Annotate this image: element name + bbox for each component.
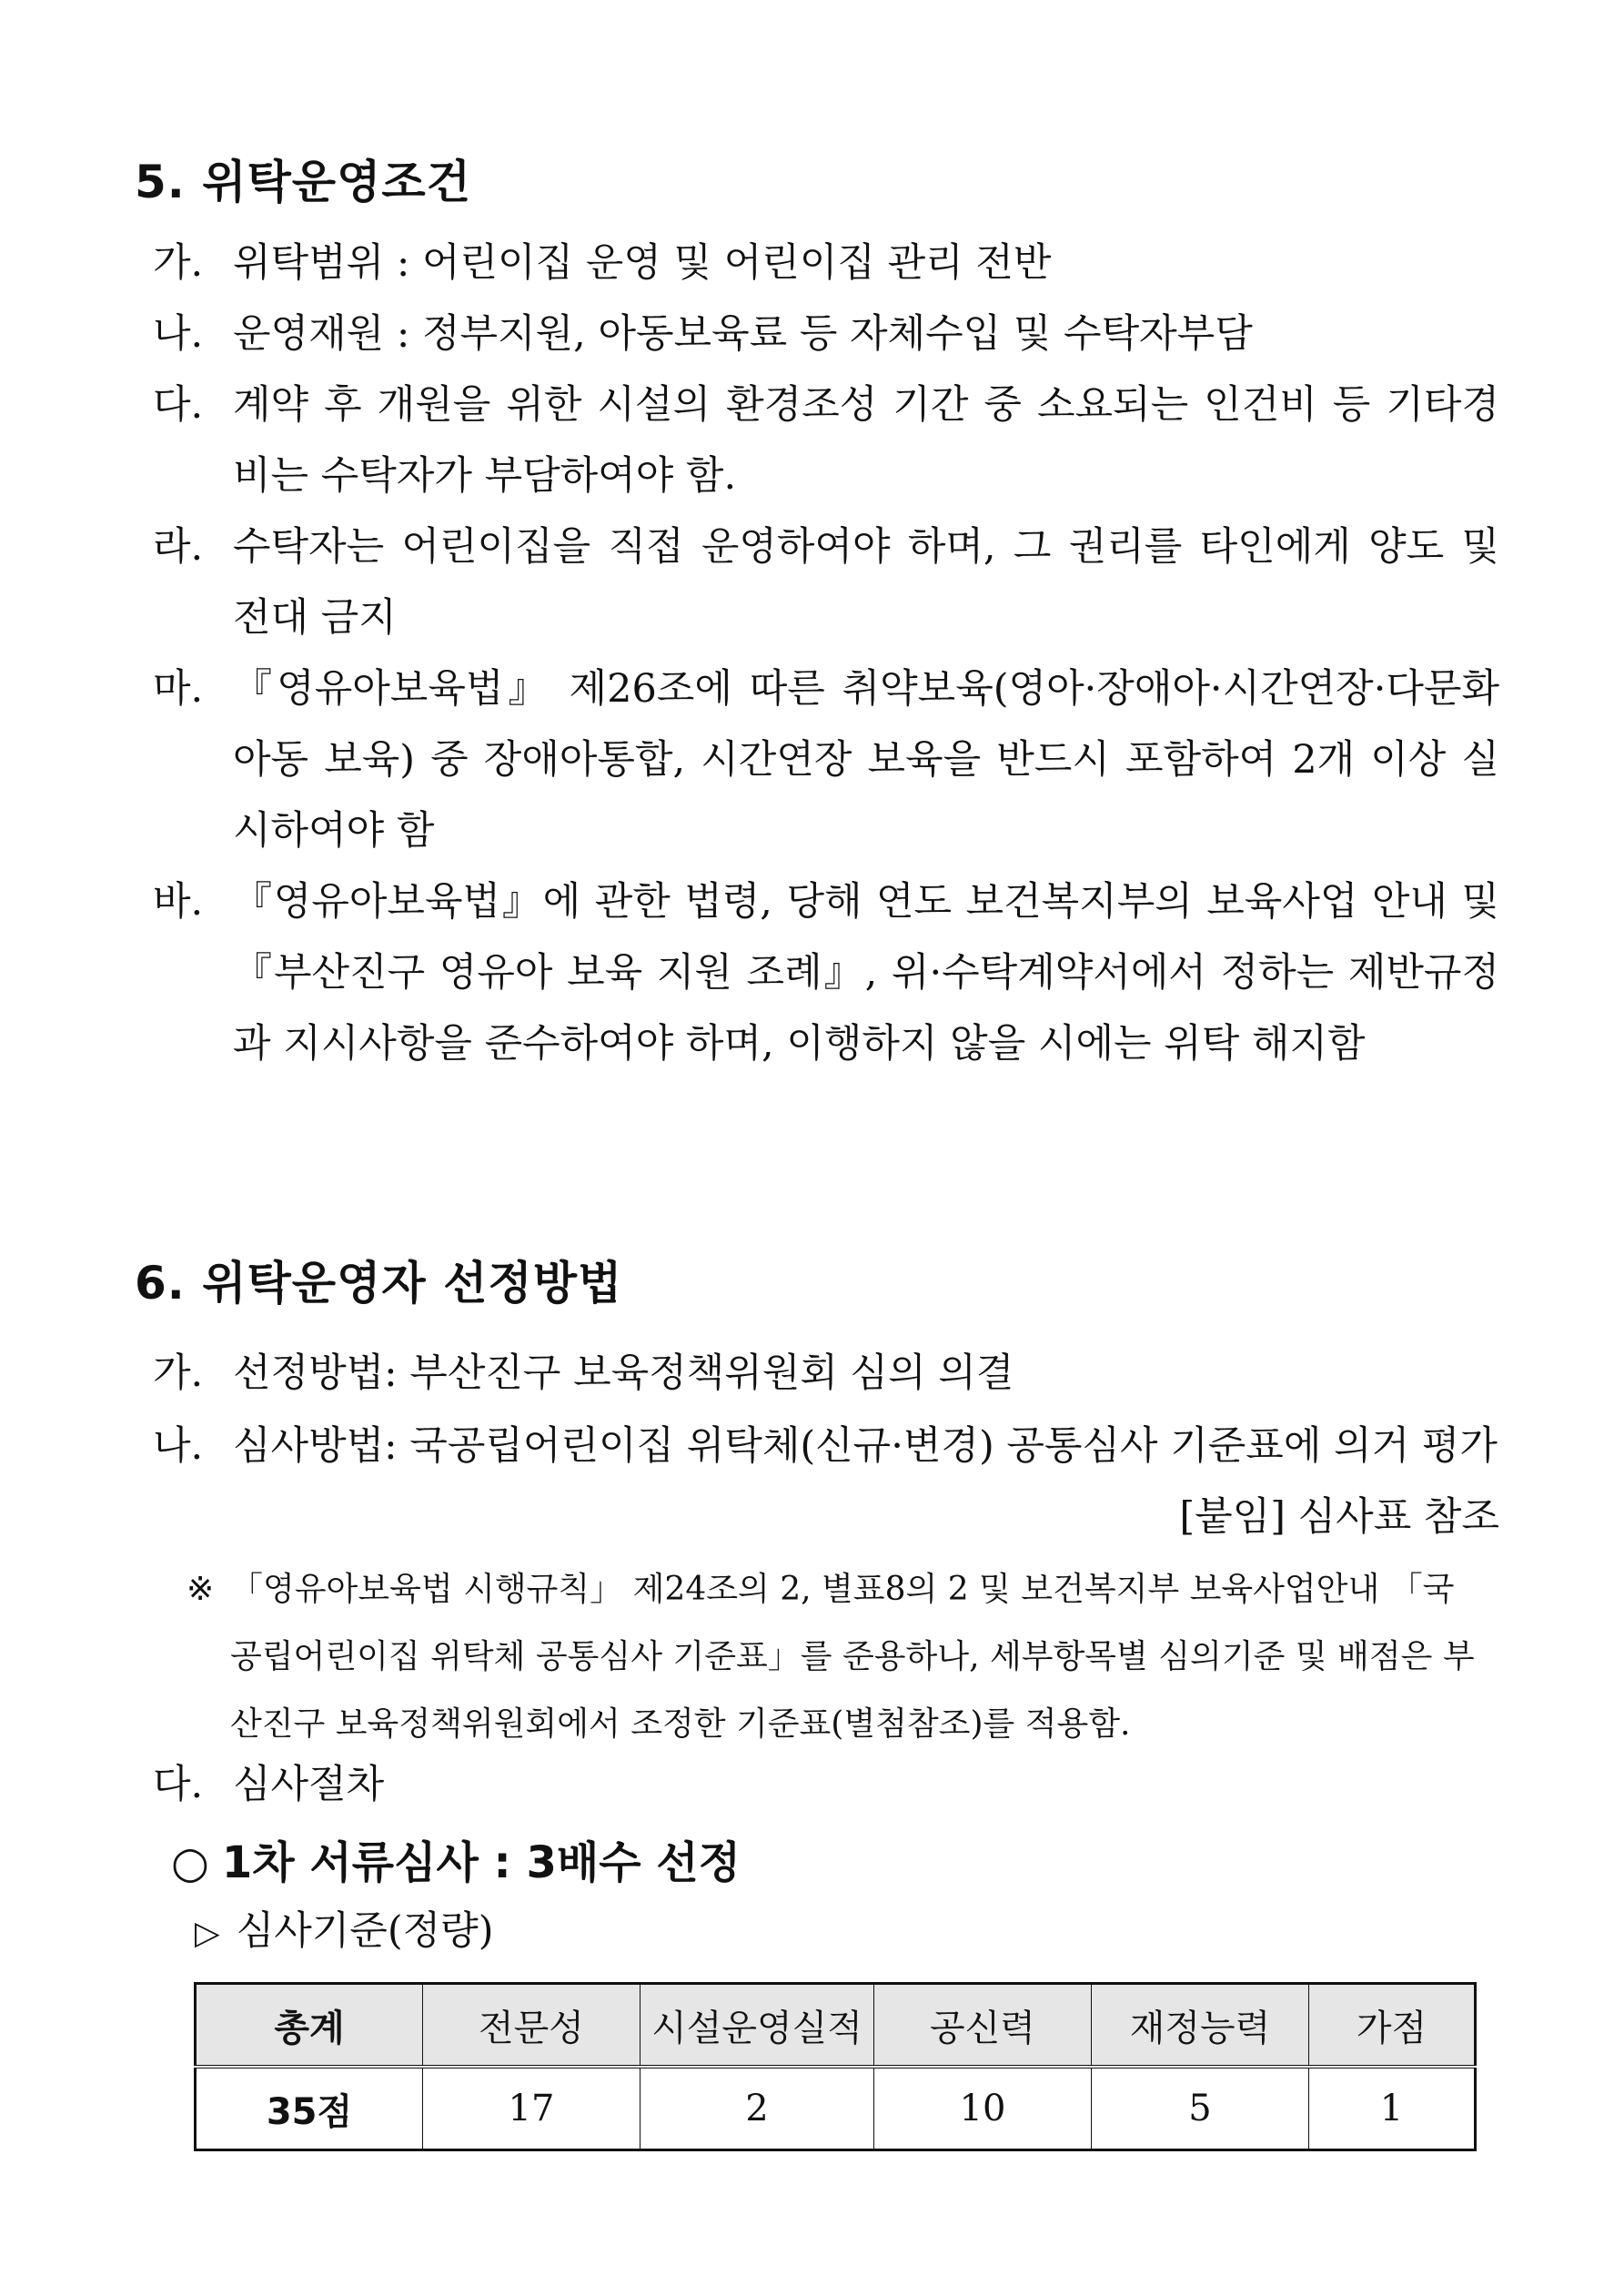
criteria-heading <box>195 1900 493 1956</box>
table-cell: 5 <box>1092 2067 1309 2150</box>
stage1-heading <box>171 1827 741 1890</box>
item-text: 『영유아보육법』 제26조에 따른 취약보육(영아·장애아·시간연장·다문화아동 보육) 중 장애아통합, 시간연장 보육을 반드시 포함하여 2개 이상 실시하여야 함 <box>233 666 1499 854</box>
item-text: 선정방법: 부산진구 보육정책위원회 심의 의결 <box>233 1350 1014 1396</box>
attachment-note: [붙임] 심사표 참조 <box>1179 1494 1499 1540</box>
item-text: 계약 후 개원을 위한 시설의 환경조성 기간 중 소요되는 인건비 등 기타경비는 수탁자가 부담하여야 함. <box>233 382 1499 499</box>
triangle-right-icon: ▷ <box>195 1915 220 1952</box>
item-label: 마. <box>153 666 204 712</box>
item-text: 수탁자는 어린이집을 직접 운영하여야 하며, 그 권리를 타인에게 양도 및 전대 금지 <box>233 524 1499 641</box>
table-header-cell: 시설운영실적 <box>641 1984 874 2068</box>
item-label: 나. <box>153 1423 204 1469</box>
item-text: 운영재원 : 정부지원, 아동보육료 등 자체수입 및 수탁자부담 <box>233 311 1253 357</box>
section6-item-ga <box>153 1338 1499 1409</box>
table-header-cell: 공신력 <box>874 1984 1092 2068</box>
table-header-cell: 전문성 <box>423 1984 641 2068</box>
section6-heading: 6. 위탁운영자 선정방법 <box>135 1257 623 1310</box>
section5-item-ba <box>153 866 1499 1079</box>
item-label: 다. <box>153 1762 204 1807</box>
section5-item-da <box>153 369 1499 511</box>
section6-item-na <box>153 1411 1499 1482</box>
item-label: 나. <box>153 311 204 357</box>
section5-item-ma <box>153 653 1499 866</box>
table-cell: 17 <box>423 2067 641 2150</box>
table-cell: 35점 <box>196 2067 423 2150</box>
section5-heading: 5. 위탁운영조건 <box>135 156 471 208</box>
reference-note <box>187 1556 1478 1758</box>
circle-icon: ○ <box>171 1837 209 1888</box>
table-header-row <box>196 1984 1476 2068</box>
criteria-title: 심사기준(정량) <box>236 1908 494 1954</box>
item-label: 다. <box>153 382 204 428</box>
table-header-cell: 총계 <box>196 1984 423 2068</box>
section5-item-na <box>153 298 1499 369</box>
item-label: 가. <box>153 240 204 286</box>
item-label: 라. <box>153 524 204 570</box>
item-text: 위탁범위 : 어린이집 운영 및 어린이집 관리 전반 <box>233 240 1052 286</box>
section6-item-da <box>153 1749 1499 1820</box>
table-row <box>196 2067 1476 2150</box>
table-header-cell: 재정능력 <box>1092 1984 1309 2068</box>
section5-item-ra <box>153 511 1499 653</box>
section5-item-ga <box>153 228 1499 298</box>
note-mark: ※ <box>187 1571 215 1608</box>
table-cell: 1 <box>1309 2067 1476 2150</box>
table-header-cell: 가점 <box>1309 1984 1476 2068</box>
item-label: 바. <box>153 879 204 925</box>
item-text: 심사방법: 국공립어린이집 위탁체(신규·변경) 공통심사 기준표에 의거 평가 <box>233 1423 1498 1469</box>
item-label: 가. <box>153 1350 204 1396</box>
table-cell: 10 <box>874 2067 1092 2150</box>
item-text: 심사절차 <box>233 1762 385 1807</box>
item-text: 『영유아보육법』에 관한 법령, 당해 연도 보건복지부의 보육사업 안내 및 『부산진구 영유아 보육 지원 조례』, 위·수탁계약서에서 정하는 제반규정과 지시사항을 준수하여야 하며, 이행하지 않을 시에는 위탁 해지함 <box>233 879 1499 1067</box>
table-cell: 2 <box>641 2067 874 2150</box>
note-text: 「영유아보육법 시행규칙」 제24조의 2, 별표8의 2 및 보건복지부 보육사업안내 「국공립어린이집 위탁체 공통심사 기준표」를 준용하나, 세부항목별 심의기준 및 배점은 부산진구 보육정책위원회에서 조정한 기준표(별첨참조)를 적용함. <box>230 1571 1475 1743</box>
scoring-table <box>194 1982 1477 2151</box>
stage1-title: 1차 서류심사 : 3배수 선정 <box>221 1837 741 1888</box>
